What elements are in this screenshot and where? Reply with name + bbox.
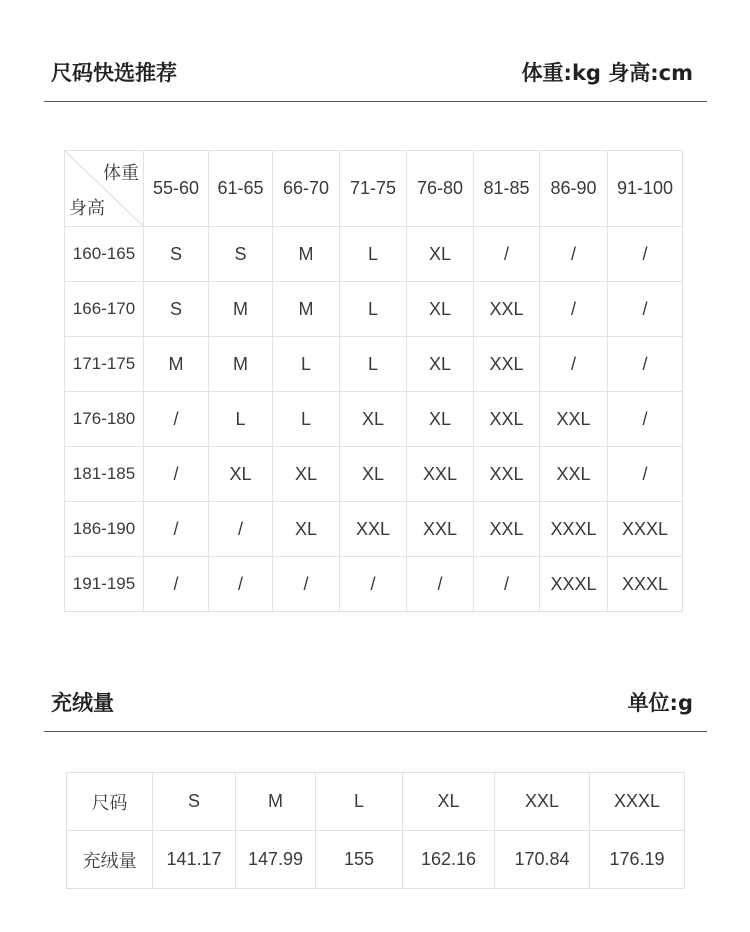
fill-amount-header bbox=[44, 692, 707, 732]
size-cell: M bbox=[273, 227, 340, 282]
table-row bbox=[65, 337, 683, 392]
size-cell: XXL bbox=[474, 337, 540, 392]
weight-range-header: 66-70 bbox=[273, 151, 340, 227]
weight-range-header: 61-65 bbox=[209, 151, 273, 227]
height-range-cell: 166-170 bbox=[65, 282, 144, 337]
size-cell: / bbox=[209, 557, 273, 612]
size-cell: L bbox=[273, 392, 340, 447]
size-cell: / bbox=[608, 337, 683, 392]
size-cell: XXL bbox=[495, 773, 590, 831]
weight-range-header: 76-80 bbox=[407, 151, 474, 227]
size-cell: XL bbox=[407, 337, 474, 392]
size-cell: XL bbox=[407, 282, 474, 337]
weight-range-header: 86-90 bbox=[540, 151, 608, 227]
size-cell: / bbox=[540, 282, 608, 337]
size-cell: / bbox=[540, 337, 608, 392]
size-cell: XXL bbox=[540, 392, 608, 447]
fill-value-cell: 162.16 bbox=[403, 831, 495, 889]
size-cell: S bbox=[144, 282, 209, 337]
size-cell: M bbox=[209, 337, 273, 392]
size-cell: S bbox=[209, 227, 273, 282]
size-cell: / bbox=[407, 557, 474, 612]
size-cell: XL bbox=[340, 447, 407, 502]
size-cell: L bbox=[316, 773, 403, 831]
table-row bbox=[65, 447, 683, 502]
fill-value-cell: 176.19 bbox=[590, 831, 685, 889]
size-cell: XXXL bbox=[590, 773, 685, 831]
size-cell: / bbox=[144, 392, 209, 447]
size-cell: / bbox=[608, 447, 683, 502]
size-cell: S bbox=[153, 773, 236, 831]
size-cell: XXL bbox=[474, 502, 540, 557]
size-cell: / bbox=[209, 502, 273, 557]
size-cell: M bbox=[209, 282, 273, 337]
size-recommend-header bbox=[44, 62, 707, 102]
fill-label-cell: 充绒量 bbox=[67, 831, 153, 889]
height-range-cell: 191-195 bbox=[65, 557, 144, 612]
size-cell: XL bbox=[407, 227, 474, 282]
size-cell: XL bbox=[273, 447, 340, 502]
size-cell: XXL bbox=[407, 502, 474, 557]
corner-cell bbox=[65, 151, 144, 227]
size-cell: XL bbox=[407, 392, 474, 447]
fill-row bbox=[67, 831, 685, 889]
size-cell: / bbox=[144, 557, 209, 612]
size-cell: XXXL bbox=[540, 502, 608, 557]
size-cell: XXL bbox=[474, 282, 540, 337]
size-cell: L bbox=[340, 227, 407, 282]
size-cell: XXL bbox=[540, 447, 608, 502]
size-cell: / bbox=[540, 227, 608, 282]
table-row bbox=[65, 392, 683, 447]
size-cell: XL bbox=[403, 773, 495, 831]
height-range-cell: 176-180 bbox=[65, 392, 144, 447]
fill-amount-unit: 单位:g bbox=[627, 691, 693, 715]
height-range-cell: 181-185 bbox=[65, 447, 144, 502]
size-cell: / bbox=[144, 502, 209, 557]
size-cell: XL bbox=[209, 447, 273, 502]
size-cell: M bbox=[273, 282, 340, 337]
height-range-cell: 186-190 bbox=[65, 502, 144, 557]
size-cell: S bbox=[144, 227, 209, 282]
weight-header-row bbox=[65, 151, 683, 227]
size-row bbox=[67, 773, 685, 831]
height-range-cell: 171-175 bbox=[65, 337, 144, 392]
table-row bbox=[65, 227, 683, 282]
fill-amount-table bbox=[66, 772, 685, 889]
size-cell: / bbox=[474, 227, 540, 282]
size-recommend-unit: 体重:kg 身高:cm bbox=[521, 61, 693, 85]
fill-value-cell: 155 bbox=[316, 831, 403, 889]
size-cell: XXXL bbox=[608, 557, 683, 612]
size-cell: XXL bbox=[474, 447, 540, 502]
table-row bbox=[65, 282, 683, 337]
fill-value-cell: 147.99 bbox=[236, 831, 316, 889]
size-cell: L bbox=[340, 337, 407, 392]
size-cell: M bbox=[144, 337, 209, 392]
fill-amount-title: 充绒量 bbox=[51, 691, 114, 715]
size-cell: XXXL bbox=[608, 502, 683, 557]
weight-range-header: 71-75 bbox=[340, 151, 407, 227]
corner-weight-label: 体重 bbox=[103, 163, 139, 184]
size-chart-table bbox=[64, 150, 683, 612]
size-cell: XXL bbox=[407, 447, 474, 502]
table-row bbox=[65, 557, 683, 612]
size-cell: / bbox=[608, 392, 683, 447]
fill-value-cell: 141.17 bbox=[153, 831, 236, 889]
size-cell: L bbox=[209, 392, 273, 447]
size-cell: L bbox=[340, 282, 407, 337]
size-cell: XXL bbox=[340, 502, 407, 557]
table-row bbox=[65, 502, 683, 557]
size-cell: XL bbox=[273, 502, 340, 557]
size-cell: XXL bbox=[474, 392, 540, 447]
size-cell: / bbox=[340, 557, 407, 612]
weight-range-header: 91-100 bbox=[608, 151, 683, 227]
size-recommend-title: 尺码快选推荐 bbox=[51, 61, 177, 85]
size-cell: XL bbox=[340, 392, 407, 447]
size-cell: L bbox=[273, 337, 340, 392]
weight-range-header: 81-85 bbox=[474, 151, 540, 227]
size-cell: / bbox=[608, 227, 683, 282]
corner-height-label: 身高 bbox=[69, 198, 105, 219]
size-cell: XXXL bbox=[540, 557, 608, 612]
size-cell: / bbox=[273, 557, 340, 612]
weight-range-header: 55-60 bbox=[144, 151, 209, 227]
size-cell: M bbox=[236, 773, 316, 831]
size-cell: / bbox=[474, 557, 540, 612]
size-label-cell: 尺码 bbox=[67, 773, 153, 831]
height-range-cell: 160-165 bbox=[65, 227, 144, 282]
size-cell: / bbox=[144, 447, 209, 502]
fill-value-cell: 170.84 bbox=[495, 831, 590, 889]
size-cell: / bbox=[608, 282, 683, 337]
